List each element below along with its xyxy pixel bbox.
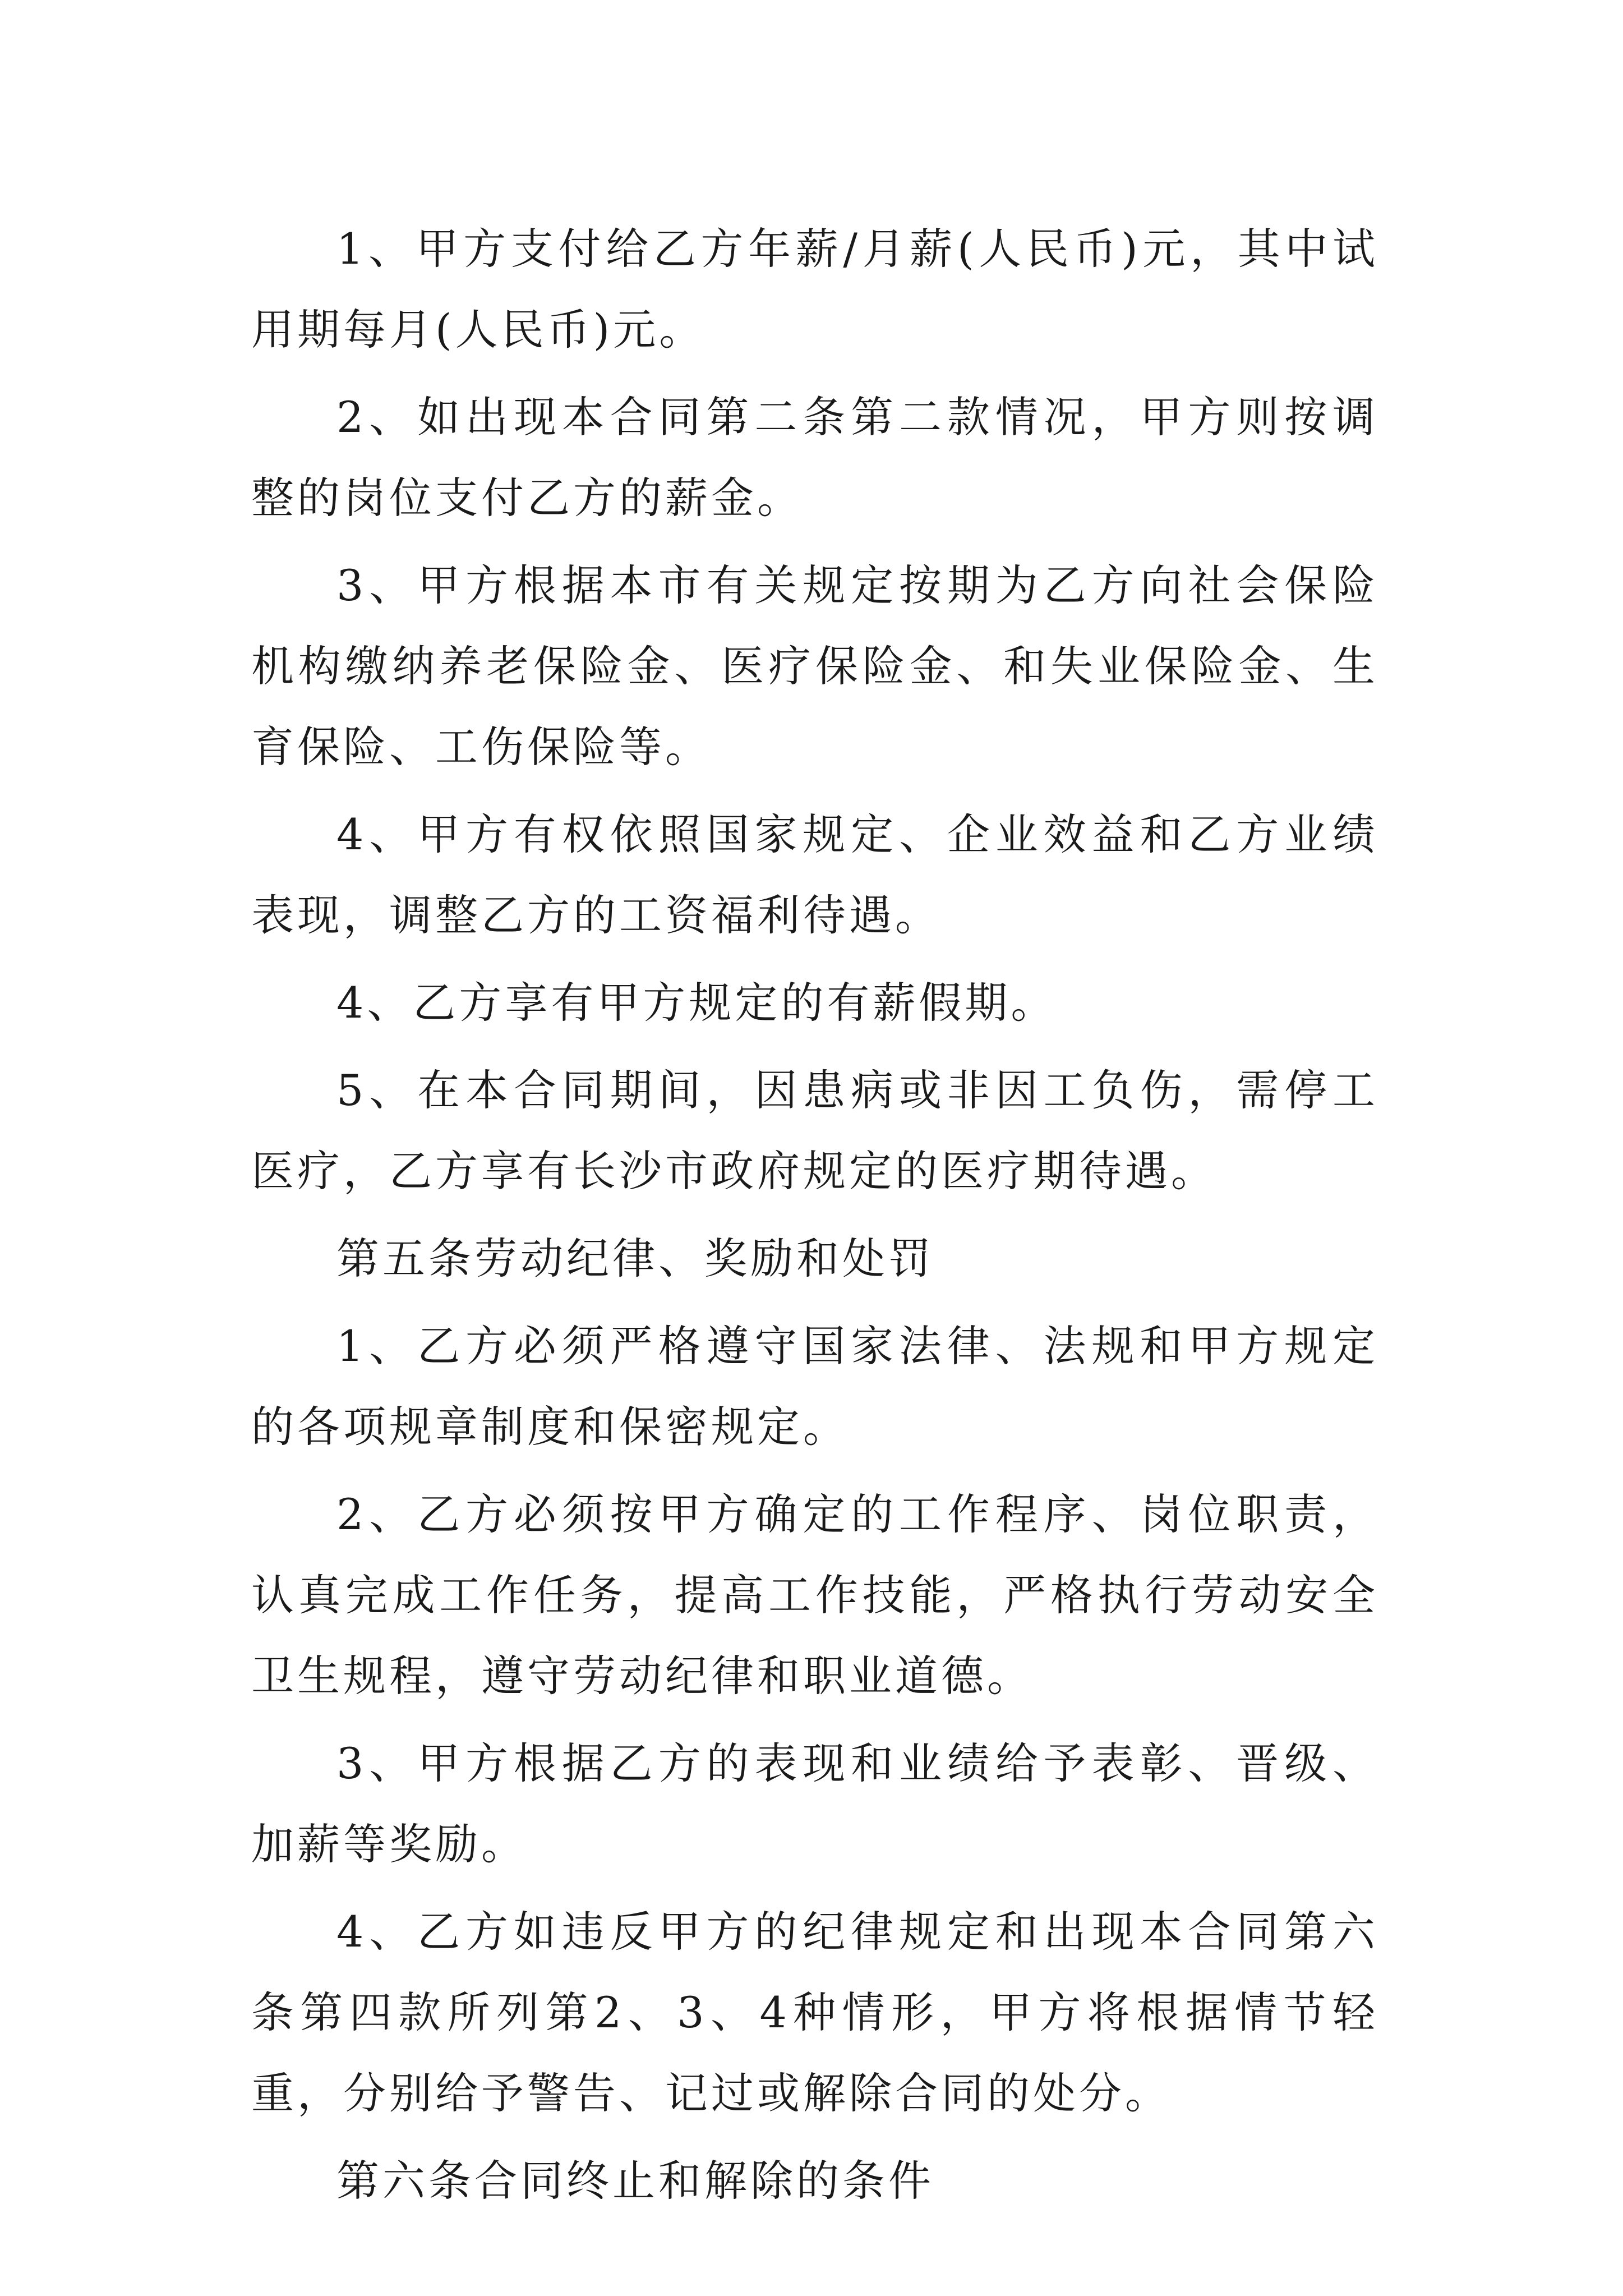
section-heading-article-6: 第六条合同终止和解除的条件 bbox=[336, 2156, 934, 2206]
section-heading-article-5: 第五条劳动纪律、奖励和处罚 bbox=[336, 1234, 934, 1283]
paragraph-social-insurance: 3、甲方根据本市有关规定按期为乙方向社会保险机构缴纳养老保险金、医疗保险金、和失业保险金、生育保险、工伤保险等。 bbox=[251, 560, 1378, 772]
paragraph-rewards: 3、甲方根据乙方的表现和业绩给予表彰、晋级、加薪等奖励。 bbox=[251, 1738, 1378, 1869]
paragraph-adjusted-salary: 2、如出现本合同第二条第二款情况，甲方则按调整的岗位支付乙方的薪金。 bbox=[251, 392, 1378, 523]
paragraph-salary: 1、甲方支付给乙方年薪/月薪(人民币)元，其中试用期每月(人民币)元。 bbox=[251, 224, 1378, 355]
paragraph-obey-rules: 1、乙方必须严格遵守国家法律、法规和甲方规定的各项规章制度和保密规定。 bbox=[251, 1321, 1378, 1452]
paragraph-penalties: 4、乙方如违反甲方的纪律规定和出现本合同第六条第四款所列第2、3、4种情形，甲方将根据情节轻重，分别给予警告、记过或解除合同的处分。 bbox=[251, 1907, 1378, 2118]
paragraph-paid-leave: 4、乙方享有甲方规定的有薪假期。 bbox=[336, 978, 1057, 1028]
paragraph-adjust-benefits: 4、甲方有权依照国家规定、企业效益和乙方业绩表现，调整乙方的工资福利待遇。 bbox=[251, 809, 1378, 940]
paragraph-work-duties: 2、乙方必须按甲方确定的工作程序、岗位职责，认真完成工作任务，提高工作技能，严格执行劳动安全卫生规程，遵守劳动纪律和职业道德。 bbox=[251, 1489, 1378, 1701]
document-body bbox=[251, 209, 1378, 2228]
paragraph-medical-period: 5、在本合同期间，因患病或非因工负伤，需停工医疗，乙方享有长沙市政府规定的医疗期待遇。 bbox=[251, 1065, 1378, 1196]
